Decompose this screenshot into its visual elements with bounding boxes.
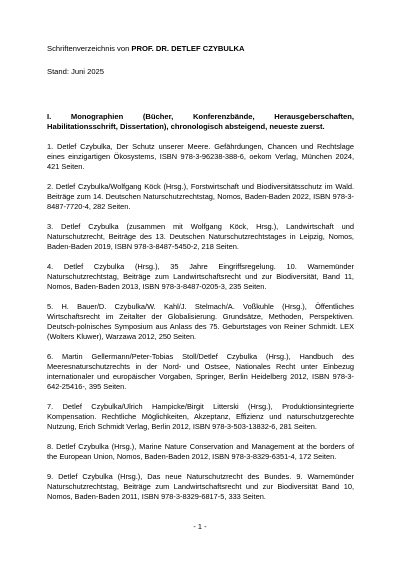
publication-entry-6: 6. Martin Gellermann/Peter-Tobias Stoll/Detlef Czybulka (Hrsg.), Handbuch des Meeresnaturschutzrechts in der Nord- und Ostsee, Nationales Recht unter Einbezug internationaler und europäischer Vorgaben, Springer, Berlin Heidelberg 2012, ISBN 978-3-642-25416-, 395 Seiten.	[47, 352, 354, 391]
document-heading	[47, 44, 354, 53]
publication-entry-8: 8. Detlef Czybulka (Hrsg.), Marine Nature Conservation and Management at the borders of the European Union, Nomos, Baden-Baden 2012, ISBN 978-3-8329-6351-4, 172 Seiten.	[47, 442, 354, 461]
author-name: PROF. DR. DETLEF CZYBULKA	[131, 44, 245, 53]
date-line: Stand: Juni 2025	[47, 67, 104, 76]
page-number: - 1 -	[193, 522, 207, 531]
publication-entry-4: 4. Detlef Czybulka (Hrsg.), 35 Jahre Eingriffsregelung. 10. Warnemünder Naturschutzrechtstag, Beiträge zum Landwirtschaftsrecht und zur Biodiversität, Band 11, Nomos, Baden-Baden 2013, ISBN 978-3-8487-0205-3, 235 Seiten.	[47, 262, 354, 291]
publication-entry-1: 1. Detlef Czybulka, Der Schutz unserer Meere. Gefährdungen, Chancen und Rechtslage eines einzigartigen Ökosystems, ISBN 978-3-96238-388-6, oekom Verlag, München 2024, 421 Seiten.	[47, 142, 354, 171]
publication-entry-3: 3. Detlef Czybulka (zusammen mit Wolfgang Köck, Hrsg.), Landwirtschaft und Naturschutzrecht, Beiträge des 13. Deutschen Naturschutzrechtstages in Leipzig, Nomos, Baden-Baden 2019, ISBN 978-3-8487-5450-2, 218 Seiten.	[47, 222, 354, 251]
publication-entry-2: 2. Detlef Czybulka/Wolfgang Köck (Hrsg.), Forstwirtschaft und Biodiversitätsschutz im Wald. Beiträge zum 14. Deutschen Naturschutzrechtstag, Nomos, Baden-Baden 2022, ISBN 978-3-8487-7720-4, 282 Seiten.	[47, 182, 354, 211]
heading-prefix: Schriftenverzeichnis von	[47, 44, 132, 53]
publication-entry-9: 9. Detlef Czybulka (Hrsg.), Das neue Naturschutzrecht des Bundes. 9. Warnemünder Naturschutzrechtstag, Beiträge zum Landwirtschaftsrecht und zur Biodiversität Band 10, Nomos, Baden-Baden 2011, ISBN 978-3-8329-6817-5, 333 Seiten.	[47, 472, 354, 501]
publication-entry-7: 7. Detlef Czybulka/Ulrich Hampicke/Birgit Litterski (Hrsg.), Produktionsintegrierte Kompensation. Rechtliche Möglichkeiten, Akzeptanz, Effizienz und naturschutzgerechte Nutzung, Erich Schmidt Verlag, Berlin 2012, ISBN 978-3-503-13832-6, 281 Seiten.	[47, 402, 354, 431]
section-title: I. Monographien (Bücher, Konferenzbände, Herausgeberschaften, Habilitationsschrift, Dissertation), chronologisch absteigend, neueste zuerst.	[47, 112, 354, 131]
publication-entry-5: 5. H. Bauer/D. Czybulka/W. Kahl/J. Stelmach/A. Voßkuhle (Hrsg.), Öffentliches Wirtschaftsrecht im Zeitalter der Globalisierung. Grundsätze, Methoden, Perspektiven. Deutsch-polnisches Symposium aus Anlass des 75. Geburtstages von Reiner Schmidt. LEX (Wolters Kluwer), Warzawa 2012, 250 Seiten.	[47, 302, 354, 341]
